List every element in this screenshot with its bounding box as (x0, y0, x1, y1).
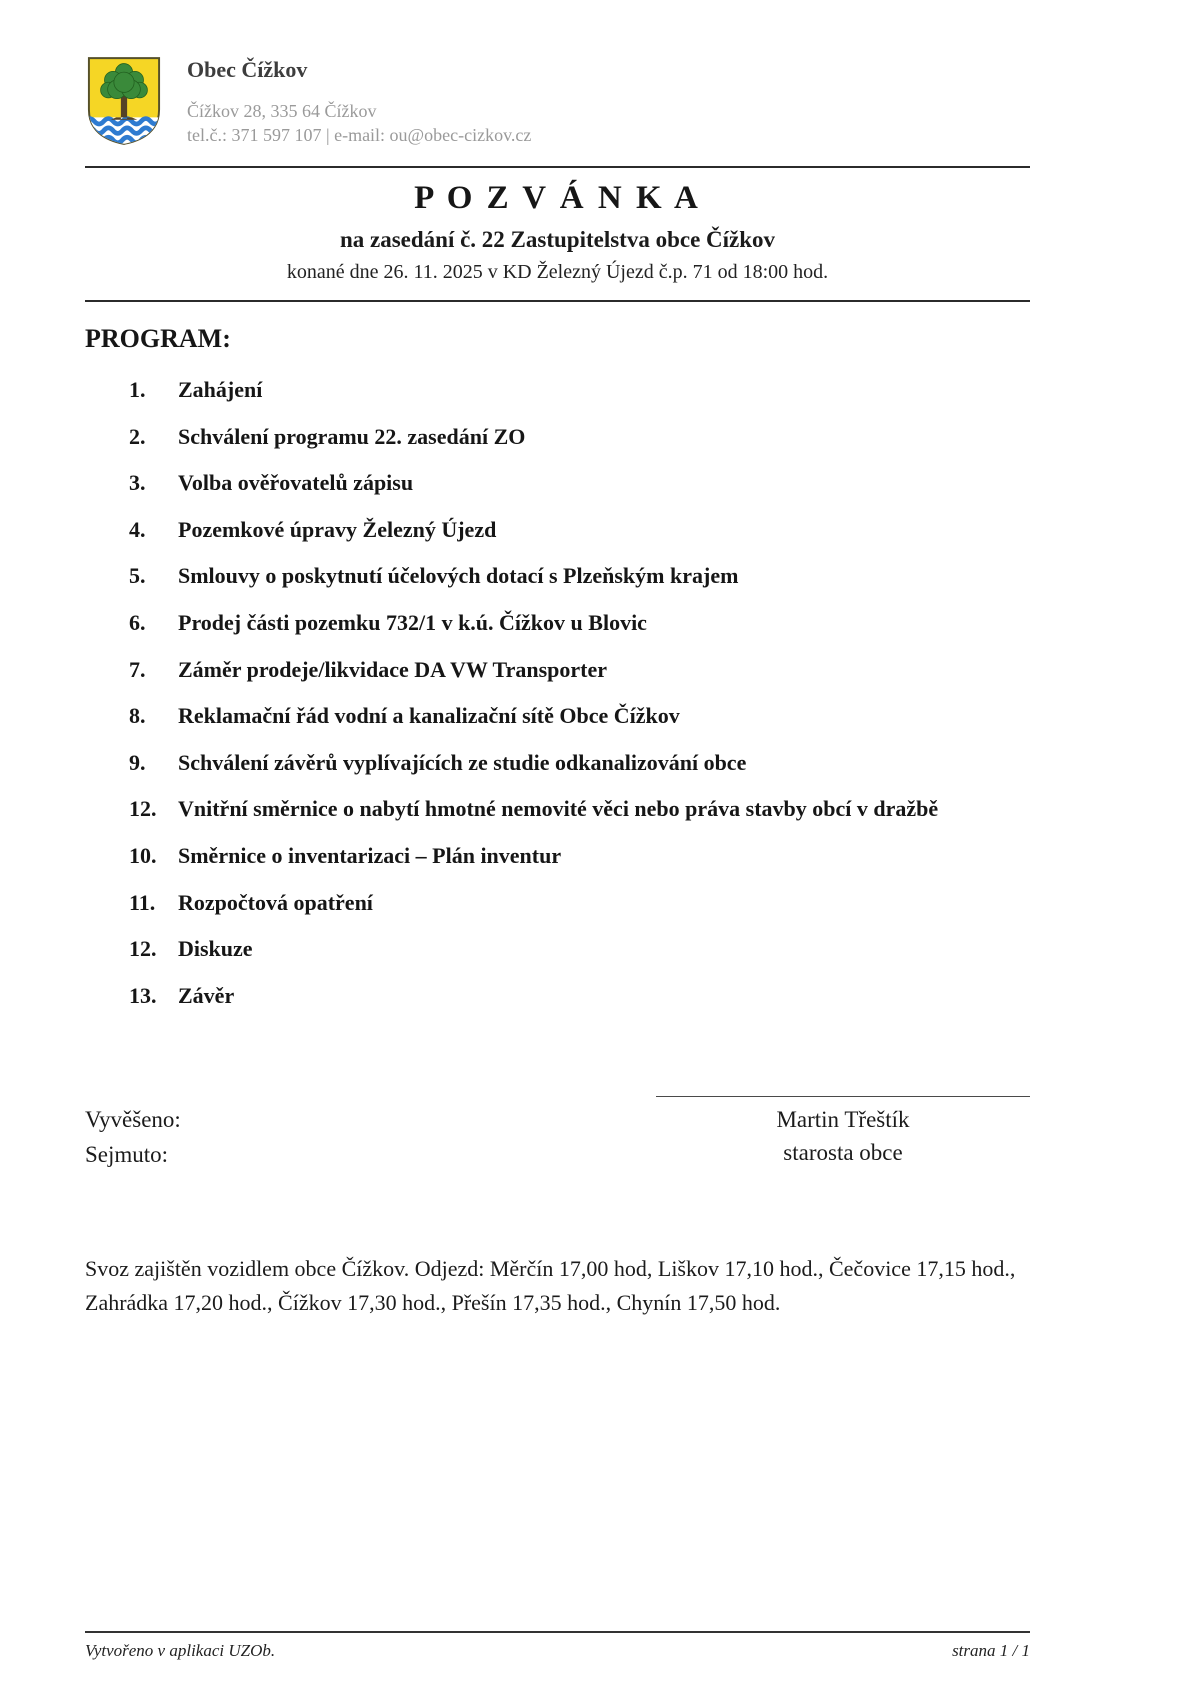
program-item (129, 795, 1030, 824)
program-item (129, 889, 1030, 918)
page-footer (85, 1631, 1030, 1661)
program-item-text: Vnitřní směrnice o nabytí hmotné nemovité věci nebo práva stavby obcí v dražbě (178, 796, 939, 822)
program-item-text: Schválení programu 22. zasedání ZO (178, 423, 526, 449)
org-name: Obec Čížkov (187, 57, 308, 82)
program-item (129, 516, 1030, 545)
program-item-number: 7. (129, 656, 146, 682)
program-item-number: 1. (129, 377, 146, 402)
signature-name: Martin Třeštík (776, 1107, 910, 1133)
program-item-text: Diskuze (178, 936, 253, 962)
program-item-text: Směrnice o inventarizaci – Plán inventur (178, 842, 562, 868)
footer-generator-note: Vytvořeno v aplikaci UZOb. (85, 1641, 276, 1660)
program-item (129, 935, 1030, 964)
divider-rule-top (85, 166, 1030, 168)
program-item-number: 12. (129, 936, 157, 962)
program-item (129, 562, 1030, 591)
program-item-number: 12. (129, 796, 157, 822)
program-item (129, 376, 1030, 405)
program-item-text: Zahájení (178, 377, 263, 402)
program-item-text: Pozemkové úpravy Železný Újezd (178, 516, 497, 542)
org-block (187, 55, 531, 148)
program-item-number: 10. (129, 842, 157, 868)
program-item (129, 749, 1030, 778)
program-item-number: 9. (129, 749, 146, 775)
signature-title: starosta obce (783, 1139, 903, 1165)
transport-note: Svoz zajištěn vozidlem obce Čížkov. Odjezd: Měrčín 17,00 hod, Liškov 17,10 hod., Čečovice 17,15 hod., Zahrádka 17,20 hod., Čížkov 17,30 hod., Přešín 17,35 hod., Chynín 17,50 hod. (85, 1256, 1016, 1316)
program-item (129, 702, 1030, 731)
program-item-number: 13. (129, 982, 157, 1008)
program-item-number: 4. (129, 516, 146, 542)
program-item-text: Smlouvy o poskytnutí účelových dotací s Plzeňským krajem (178, 563, 739, 589)
document-subtitle: na zasedání č. 22 Zastupitelstva obce Čížkov (339, 227, 776, 252)
program-item-text: Rozpočtová opatření (178, 889, 373, 915)
program-heading: PROGRAM: (85, 324, 231, 353)
footer-page-number: strana 1 / 1 (952, 1641, 1030, 1660)
program-item (129, 656, 1030, 685)
program-item-text: Schválení závěrů vyplívajících ze studie odkanalizování obce (178, 749, 747, 775)
program-list (129, 376, 1030, 1010)
program-item (129, 609, 1030, 638)
program-item-number: 2. (129, 423, 146, 449)
program-item-text: Reklamační řád vodní a kanalizační sítě Obce Čížkov (178, 703, 680, 729)
program-item (129, 469, 1030, 498)
program-item-text: Volba ověřovatelů zápisu (178, 470, 414, 496)
document-title: P O Z V Á N K A (414, 180, 701, 216)
program-item-number: 8. (129, 703, 146, 729)
program-item (129, 982, 1030, 1011)
org-address: Čížkov 28, 335 64 Čížkov (187, 101, 377, 121)
program-item-text: Závěr (178, 982, 235, 1008)
posted-label: Vyvěšeno: (85, 1107, 181, 1133)
program-item (129, 423, 1030, 452)
coat-of-arms-icon (85, 55, 163, 147)
posting-signature-row (85, 1096, 1030, 1172)
removed-label: Sejmuto: (85, 1141, 169, 1167)
program-item (129, 842, 1030, 871)
meeting-details: konané dne 26. 11. 2025 v KD Železný Újezd č.p. 71 od 18:00 hod. (286, 261, 829, 283)
letterhead (85, 55, 1030, 152)
program-item-number: 3. (129, 470, 146, 496)
program-item-number: 6. (129, 609, 146, 635)
program-item-text: Prodej části pozemku 732/1 v k.ú. Čížkov u Blovic (178, 609, 647, 635)
program-item-number: 5. (129, 563, 146, 589)
program-item-number: 11. (129, 889, 156, 915)
signature-block (656, 1096, 1030, 1168)
divider-rule-mid (85, 300, 1030, 302)
org-contact: tel.č.: 371 597 107 | e-mail: ou@obec-cizkov.cz (187, 125, 532, 146)
title-block (85, 180, 1030, 284)
program-item-text: Záměr prodeje/likvidace DA VW Transporter (178, 656, 607, 682)
coat-of-arms-logo (85, 55, 163, 152)
posting-block (85, 1096, 181, 1172)
